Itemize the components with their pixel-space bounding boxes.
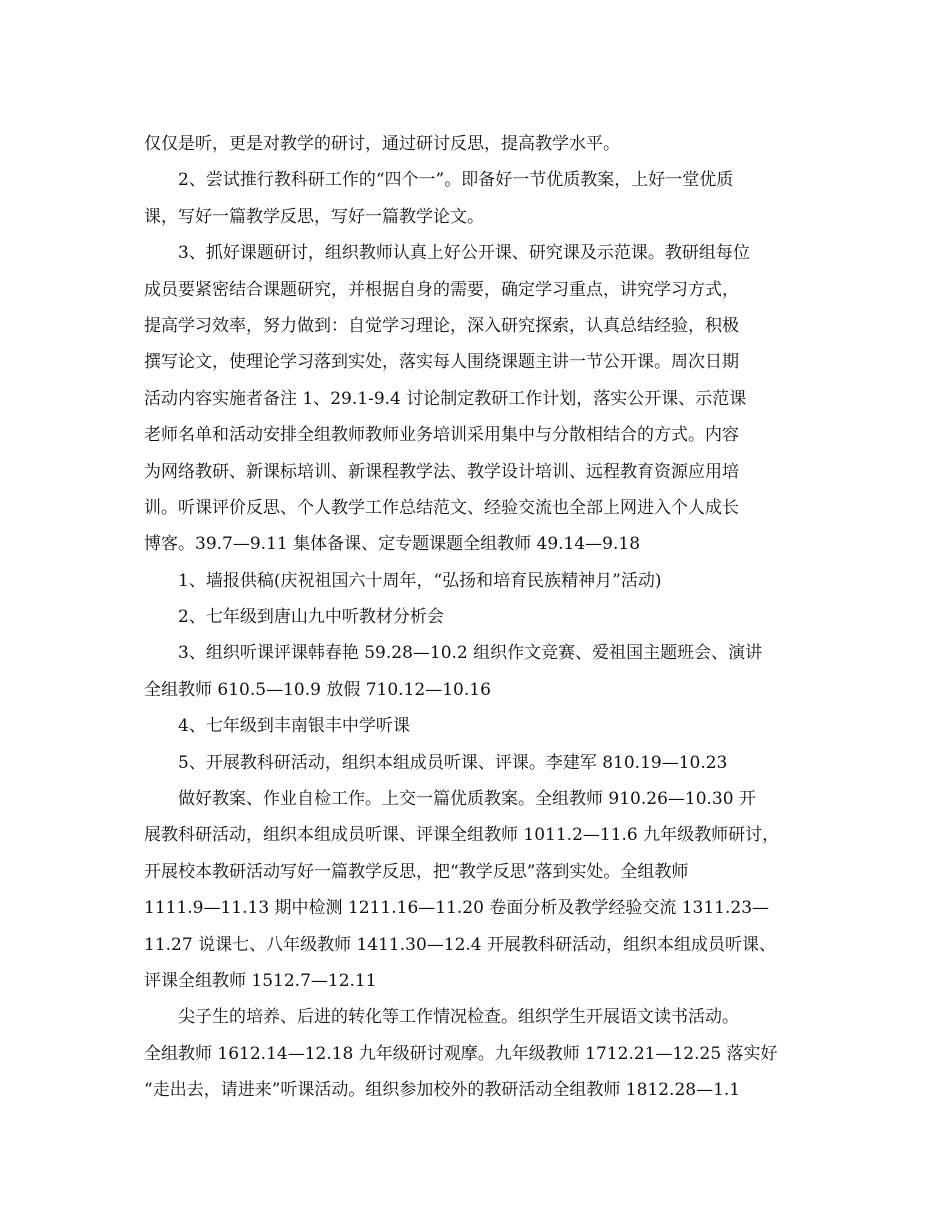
text-line: 5、开展教科研活动，组织本组成员听课、评课。李建军 810.19—10.23 bbox=[178, 752, 728, 773]
text-line: 博客。39.7—9.11 集体备课、定专题课题全组教师 49.14—9.18 bbox=[144, 534, 641, 555]
text-line: 尖子生的培养、后进的转化等工作情况检查。组织学生开展语文读书活动。 bbox=[178, 1007, 739, 1028]
text-line: 课，写好一篇教学反思，写好一篇教学论文。 bbox=[144, 206, 484, 227]
text-line: 做好教案、作业自检工作。上交一篇优质教案。全组教师 910.26—10.30 开 bbox=[178, 789, 756, 810]
text-line: 1、墙报供稿(庆祝祖国六十周年，“弘扬和培育民族精神月”活动) bbox=[178, 570, 662, 591]
text-line: 开展校本教研活动写好一篇教学反思，把“教学反思”落到实处。全组教师 bbox=[144, 861, 689, 882]
text-line: 3、组织听课评课韩春艳 59.28—10.2 组织作文竞赛、爱祖国主题班会、演讲 bbox=[178, 643, 763, 664]
text-line: 2、尝试推行教科研工作的“四个一”。即备好一节优质教案，上好一堂优质 bbox=[178, 170, 734, 191]
text-line: 全组教师 1612.14—12.18 九年级研讨观摩。九年级教师 1712.21—12.25 落实好 bbox=[144, 1043, 778, 1064]
text-line: 1111.9—11.13 期中检测 1211.16—11.20 卷面分析及教学经验交流 1311.23— bbox=[144, 898, 770, 919]
text-line: 11.27 说课七、八年级教师 1411.30—12.4 开展教科研活动，组织本组成员听课、 bbox=[144, 934, 777, 955]
text-line: 全组教师 610.5—10.9 放假 710.12—10.16 bbox=[144, 679, 491, 700]
text-line: 评课全组教师 1512.7—12.11 bbox=[144, 970, 377, 991]
text-line: 训。听课评价反思、个人教学工作总结范文、经验交流也全部上网进入个人成长 bbox=[144, 497, 739, 518]
text-line: 老师名单和活动安排全组教师教师业务培训采用集中与分散相结合的方式。内容 bbox=[144, 425, 739, 446]
text-line: 仅仅是听，更是对教学的研讨，通过研讨反思，提高教学水平。 bbox=[144, 134, 620, 154]
text-line: 2、七年级到唐山九中听教材分析会 bbox=[178, 607, 444, 628]
text-line: 为网络教研、新课标培训、新课程教学法、教学设计培训、远程教育资源应用培 bbox=[144, 461, 739, 482]
text-line: 3、抓好课题研讨，组织教师认真上好公开课、研究课及示范课。教研组每位 bbox=[178, 243, 750, 264]
text-line: 展教科研活动，组织本组成员听课、评课全组教师 1011.2—11.6 九年级教师研讨， bbox=[144, 825, 780, 846]
text-line: 提高学习效率，努力做到：自觉学习理论，深入研究探索，认真总结经验，积极 bbox=[144, 315, 739, 336]
text-line: 活动内容实施者备注 1、29.1-9.4 讨论制定教研工作计划，落实公开课、示范课 bbox=[144, 388, 747, 409]
body-text bbox=[144, 126, 814, 1109]
text-line: 撰写论文，使理论学习落到实处，落实每人围绕课题主讲一节公开课。周次日期 bbox=[144, 352, 739, 373]
text-line: “走出去，请进来”听课活动。组织参加校外的教研活动全组教师 1812.28—1.1 bbox=[144, 1080, 741, 1101]
text-line: 4、七年级到丰南银丰中学听课 bbox=[178, 716, 410, 737]
text-line: 成员要紧密结合课题研究，并根据自身的需要，确定学习重点，讲究学习方式， bbox=[144, 279, 739, 300]
